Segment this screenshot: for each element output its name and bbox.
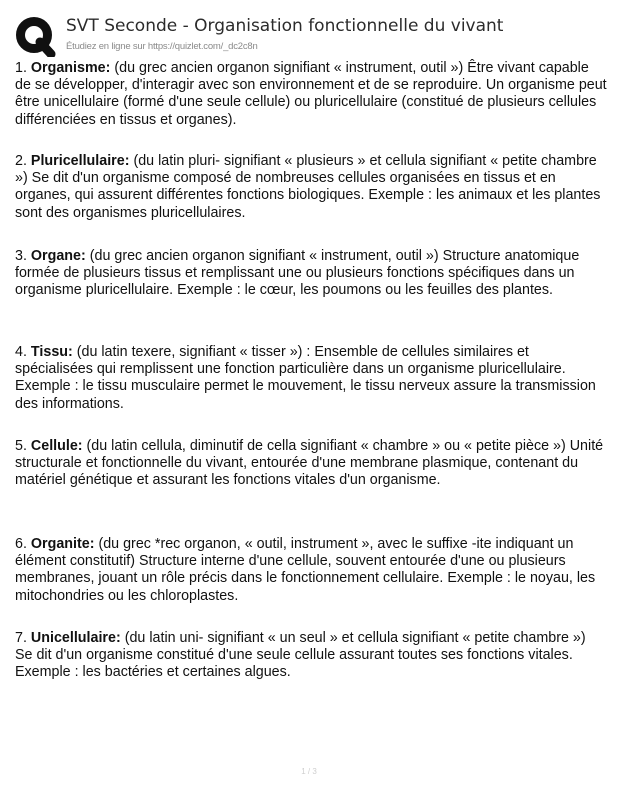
source-link-text: Étudiez en ligne sur https://quizlet.com/_dc2c8n: [66, 41, 258, 52]
entry-definition: (du grec ancien organon signifiant « instrument, outil ») Structure anatomique formée de plusieurs tissus et remplissant une ou plusieurs fonctions spécifiques dans un organisme pluricellulaire. Exemple : le cœur, les poumons ou les feuilles des plantes.: [15, 248, 580, 299]
entry-term: Organe:: [30, 248, 86, 264]
definition-entry: [15, 153, 607, 222]
entry-definition: (du latin uni- signifiant « un seul » et cellula signifiant « petite chambre ») Se dit d'un organisme constitué d'une seule cellule assurant toutes ses fonctions vitales. Exemple : les bactéries et certaines algues.: [15, 630, 586, 681]
definition-entry: [15, 248, 607, 300]
entry-number: 7.: [15, 630, 27, 646]
entry-definition: (du latin pluri- signifiant « plusieurs » et cellula signifiant « petite chambre ») Se dit d'un organisme composé de nombreuses cellules organisées en tissus et en organes, qui assurent différentes fonctions biologiques. Exemple : les animaux et les plantes sont des organismes pluricellulaires.: [15, 153, 601, 221]
entry-definition: (du grec ancien organon signifiant « instrument, outil ») Être vivant capable de se développer, d'interagir avec son environnement et de se reproduire. Un organisme peut être unicellulaire (formé d'une seule cellule) ou pluricellulaire (constitué de plusieurs cellules différenciées en tissus et organes).: [15, 60, 607, 128]
entry-term: Tissu:: [30, 344, 73, 360]
entry-term: Organite:: [30, 536, 95, 552]
definition-entry: [15, 60, 607, 129]
page-number: 1 / 3: [301, 767, 317, 776]
entry-definition: (du latin cellula, diminutif de cella signifiant « chambre » ou « petite pièce ») Unité structurale et fonctionnelle du vivant, entourée d'une membrane plasmique, contenant du matériel génétique et assurant les fonctions vitales d'un organisme.: [15, 438, 604, 489]
definition-entry: [15, 536, 607, 605]
entry-number: 2.: [15, 153, 27, 169]
entry-term: Cellule:: [30, 438, 83, 454]
definition-entry: [15, 344, 607, 413]
document-title: SVT Seconde - Organisation fonctionnelle du vivant: [66, 16, 504, 36]
entry-number: 4.: [15, 344, 27, 360]
definition-entry: [15, 438, 607, 490]
entry-number: 6.: [15, 536, 27, 552]
entry-definition: (du latin texere, signifiant « tisser ») : Ensemble de cellules similaires et spécialisées qui remplissent une fonction particulière dans un organisme pluricellulaire. Exemple : le tissu musculaire permet le mouvement, le tissu nerveux assure la transmission des informations.: [15, 344, 596, 412]
entry-number: 1.: [15, 60, 27, 76]
entry-number: 5.: [15, 438, 27, 454]
entry-term: Pluricellulaire:: [30, 153, 130, 169]
quizlet-logo-icon: [14, 15, 56, 57]
entry-term: Organisme:: [30, 60, 111, 76]
document-header: [14, 14, 604, 56]
entry-term: Unicellulaire:: [30, 630, 121, 646]
entry-definition: (du grec *rec organon, « outil, instrument », avec le suffixe -ite indiquant un élément constitutif) Structure interne d'une cellule, souvent entourée d'une ou plusieurs membranes, jouant un rôle précis dans le fonctionnement cellulaire. Exemple : le noyau, les mitochondries ou les chloroplastes.: [15, 536, 596, 604]
entry-number: 3.: [15, 248, 27, 264]
definition-entry: [15, 630, 607, 682]
